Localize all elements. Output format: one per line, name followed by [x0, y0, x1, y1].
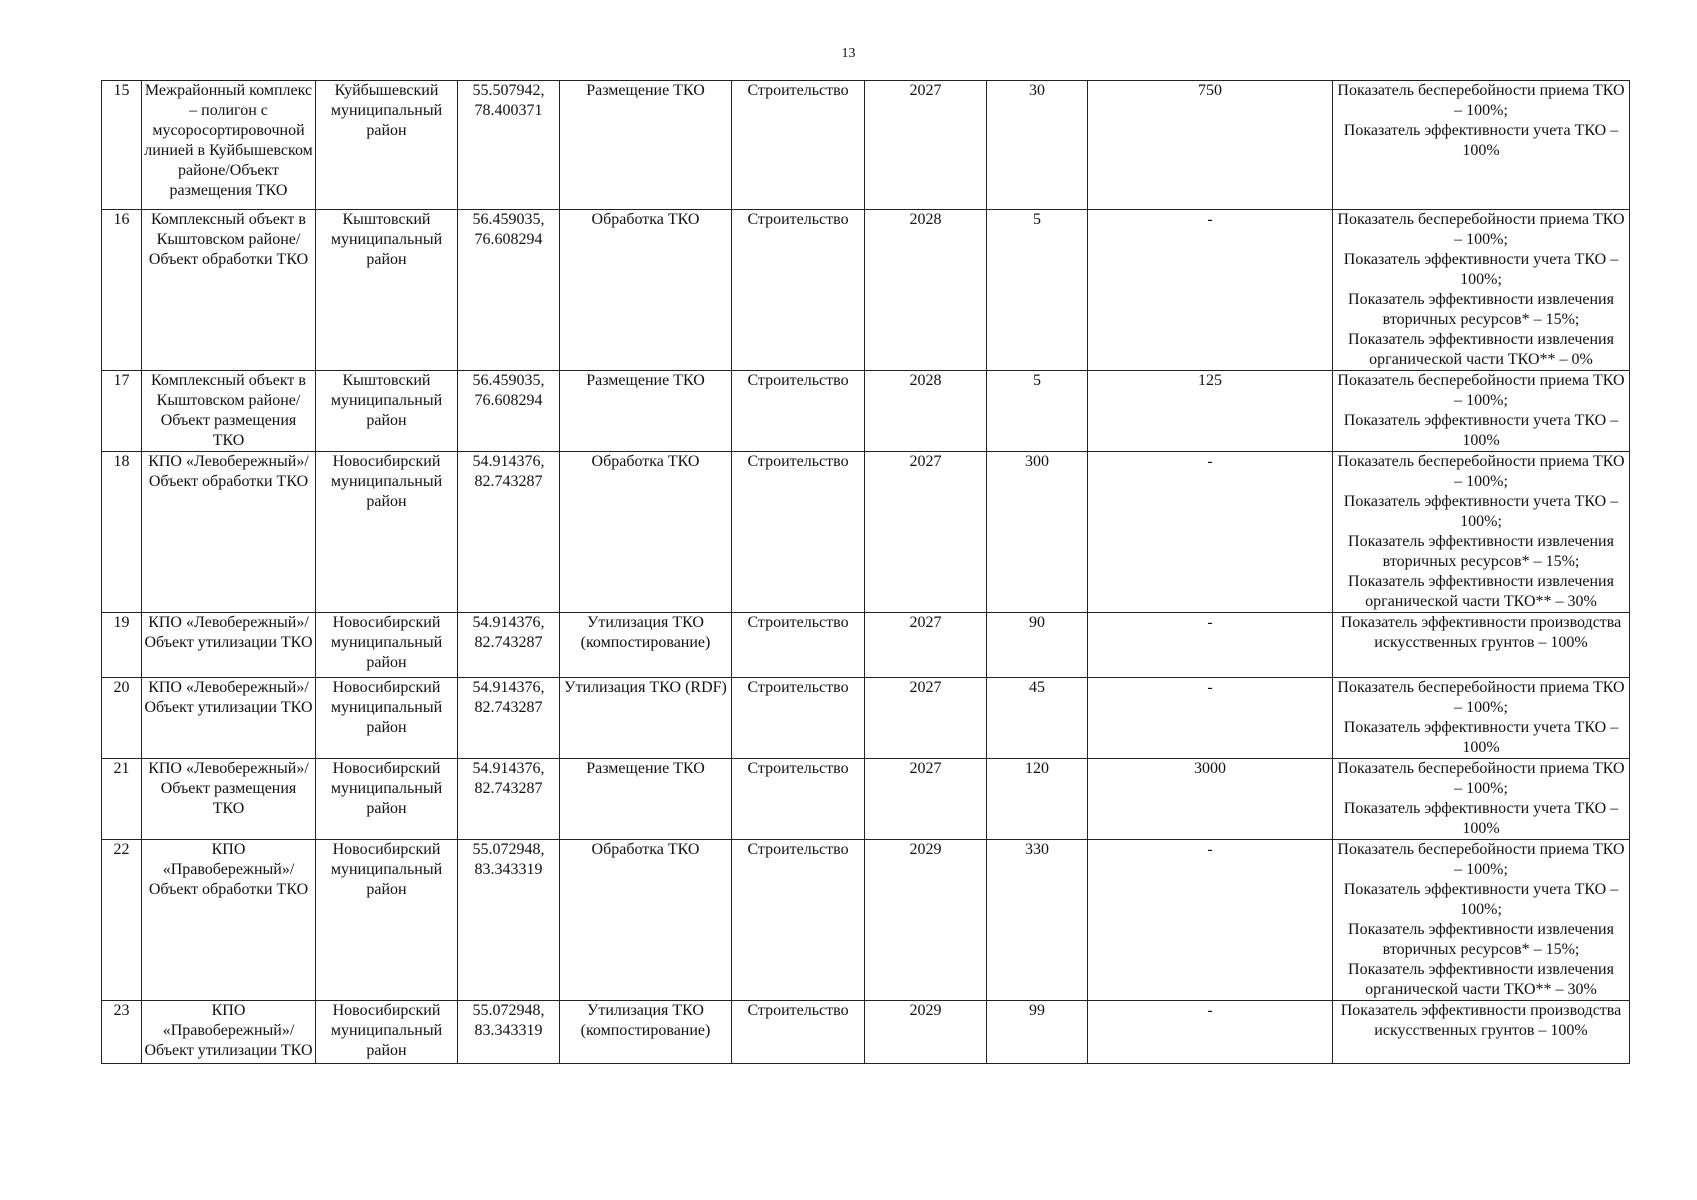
year-cell: 2028	[865, 371, 987, 452]
object-name-cell: Комплексный объект в Кыштовском районе/Объект размещения ТКО	[142, 371, 316, 452]
indicator-line: Показатель эффективности учета ТКО – 100%;	[1343, 493, 1619, 530]
capacity-2-cell: -	[1088, 840, 1333, 1001]
indicator-line: Показатель эффективности учета ТКО – 100%;	[1343, 881, 1619, 918]
district-cell: Новосибирский муниципальный район	[316, 759, 458, 840]
capacity-2-cell: -	[1088, 452, 1333, 613]
table-row	[102, 613, 1630, 678]
indicator-line: Показатель бесперебойности приема ТКО – 100%;	[1337, 679, 1625, 716]
row-number-cell: 16	[102, 210, 142, 371]
year-cell: 2027	[865, 759, 987, 840]
indicators-cell	[1333, 840, 1630, 1001]
district-cell: Новосибирский муниципальный район	[316, 613, 458, 678]
year-cell: 2029	[865, 840, 987, 1001]
indicator-line: Показатель эффективности извлечения органической части ТКО** – 0%	[1348, 331, 1614, 368]
indicator-line: Показатель эффективности учета ТКО – 100%	[1343, 122, 1619, 159]
capacity-2-cell: -	[1088, 678, 1333, 759]
table-row	[102, 210, 1630, 371]
capacity-2-cell: 125	[1088, 371, 1333, 452]
indicator-line: Показатель бесперебойности приема ТКО – 100%;	[1337, 372, 1625, 409]
indicator-line: Показатель эффективности производства искусственных грунтов – 100%	[1340, 1002, 1622, 1039]
indicators-cell	[1333, 678, 1630, 759]
district-cell: Новосибирский муниципальный район	[316, 678, 458, 759]
table-row	[102, 759, 1630, 840]
district-cell: Новосибирский муниципальный район	[316, 840, 458, 1001]
coordinates-cell: 55.507942, 78.400371	[458, 81, 560, 210]
capacity-cell: 30	[987, 81, 1088, 210]
indicator-line: Показатель эффективности учета ТКО – 100%;	[1343, 251, 1619, 288]
work-type-cell: Строительство	[732, 452, 865, 613]
indicator-line: Показатель бесперебойности приема ТКО – 100%;	[1337, 453, 1625, 490]
capacity-cell: 5	[987, 210, 1088, 371]
district-cell: Куйбышевский муниципальный район	[316, 81, 458, 210]
work-type-cell: Строительство	[732, 81, 865, 210]
indicator-line: Показатель эффективности извлечения вторичных ресурсов* – 15%;	[1348, 921, 1614, 958]
coordinates-cell: 54.914376, 82.743287	[458, 613, 560, 678]
indicator-line: Показатель эффективности учета ТКО – 100%	[1343, 412, 1619, 449]
row-number-cell: 15	[102, 81, 142, 210]
indicator-line: Показатель бесперебойности приема ТКО – 100%;	[1337, 841, 1625, 878]
capacity-2-cell: -	[1088, 1001, 1333, 1064]
year-cell: 2029	[865, 1001, 987, 1064]
indicator-line: Показатель эффективности извлечения органической части ТКО** – 30%	[1348, 573, 1614, 610]
table-row	[102, 678, 1630, 759]
capacity-cell: 330	[987, 840, 1088, 1001]
indicator-line: Показатель бесперебойности приема ТКО – 100%;	[1337, 211, 1625, 248]
capacity-cell: 45	[987, 678, 1088, 759]
table-row	[102, 371, 1630, 452]
purpose-cell: Утилизация ТКО (компостирование)	[560, 613, 732, 678]
facilities-table	[101, 80, 1630, 1064]
coordinates-cell: 54.914376, 82.743287	[458, 759, 560, 840]
table-row	[102, 840, 1630, 1001]
work-type-cell: Строительство	[732, 613, 865, 678]
capacity-cell: 120	[987, 759, 1088, 840]
indicators-cell	[1333, 371, 1630, 452]
work-type-cell: Строительство	[732, 371, 865, 452]
indicator-line: Показатель эффективности извлечения вторичных ресурсов* – 15%;	[1348, 291, 1614, 328]
indicator-line: Показатель бесперебойности приема ТКО – 100%;	[1337, 82, 1625, 119]
work-type-cell: Строительство	[732, 210, 865, 371]
row-number-cell: 20	[102, 678, 142, 759]
capacity-cell: 90	[987, 613, 1088, 678]
capacity-2-cell: 3000	[1088, 759, 1333, 840]
year-cell: 2027	[865, 678, 987, 759]
year-cell: 2027	[865, 613, 987, 678]
indicators-cell	[1333, 759, 1630, 840]
row-number-cell: 18	[102, 452, 142, 613]
object-name-cell: КПО «Правобережный»/Объект утилизации ТКО	[142, 1001, 316, 1064]
work-type-cell: Строительство	[732, 1001, 865, 1064]
indicator-line: Показатель эффективности извлечения вторичных ресурсов* – 15%;	[1348, 533, 1614, 570]
work-type-cell: Строительство	[732, 678, 865, 759]
purpose-cell: Обработка ТКО	[560, 452, 732, 613]
indicators-cell	[1333, 613, 1630, 678]
object-name-cell: КПО «Левобережный»/ Объект размещения ТКО	[142, 759, 316, 840]
work-type-cell: Строительство	[732, 840, 865, 1001]
object-name-cell: Межрайонный комплекс – полигон с мусоросортировочной линией в Куйбышевском районе/Объект размещения ТКО	[142, 81, 316, 210]
indicators-cell	[1333, 452, 1630, 613]
coordinates-cell: 54.914376, 82.743287	[458, 452, 560, 613]
purpose-cell: Размещение ТКО	[560, 759, 732, 840]
table-row	[102, 81, 1630, 210]
table-row	[102, 452, 1630, 613]
coordinates-cell: 54.914376, 82.743287	[458, 678, 560, 759]
indicator-line: Показатель эффективности извлечения органической части ТКО** – 30%	[1348, 961, 1614, 998]
indicator-line: Показатель бесперебойности приема ТКО – 100%;	[1337, 760, 1625, 797]
indicator-line: Показатель эффективности учета ТКО – 100%	[1343, 800, 1619, 837]
indicator-line: Показатель эффективности учета ТКО – 100%	[1343, 719, 1619, 756]
row-number-cell: 23	[102, 1001, 142, 1064]
indicators-cell	[1333, 81, 1630, 210]
work-type-cell: Строительство	[732, 759, 865, 840]
row-number-cell: 17	[102, 371, 142, 452]
indicators-cell	[1333, 210, 1630, 371]
capacity-2-cell: 750	[1088, 81, 1333, 210]
capacity-cell: 5	[987, 371, 1088, 452]
coordinates-cell: 55.072948, 83.343319	[458, 840, 560, 1001]
district-cell: Кыштовский муниципальный район	[316, 210, 458, 371]
row-number-cell: 22	[102, 840, 142, 1001]
purpose-cell: Обработка ТКО	[560, 210, 732, 371]
district-cell: Новосибирский муниципальный район	[316, 452, 458, 613]
capacity-2-cell: -	[1088, 210, 1333, 371]
row-number-cell: 19	[102, 613, 142, 678]
year-cell: 2027	[865, 81, 987, 210]
object-name-cell: КПО «Правобережный»/ Объект обработки ТКО	[142, 840, 316, 1001]
object-name-cell: КПО «Левобережный»/Объект утилизации ТКО	[142, 613, 316, 678]
facilities-table-body	[102, 81, 1630, 1064]
purpose-cell: Размещение ТКО	[560, 371, 732, 452]
district-cell: Кыштовский муниципальный район	[316, 371, 458, 452]
object-name-cell: КПО «Левобережный»/ Объект обработки ТКО	[142, 452, 316, 613]
purpose-cell: Размещение ТКО	[560, 81, 732, 210]
capacity-cell: 300	[987, 452, 1088, 613]
table-row	[102, 1001, 1630, 1064]
object-name-cell: КПО «Левобережный»/ Объект утилизации ТКО	[142, 678, 316, 759]
purpose-cell: Обработка ТКО	[560, 840, 732, 1001]
indicator-line: Показатель эффективности производства искусственных грунтов – 100%	[1340, 614, 1622, 651]
district-cell: Новосибирский муниципальный район	[316, 1001, 458, 1064]
coordinates-cell: 56.459035, 76.608294	[458, 210, 560, 371]
coordinates-cell: 56.459035, 76.608294	[458, 371, 560, 452]
object-name-cell: Комплексный объект в Кыштовском районе/ Объект обработки ТКО	[142, 210, 316, 371]
page-number: 13	[841, 46, 856, 61]
coordinates-cell: 55.072948, 83.343319	[458, 1001, 560, 1064]
capacity-cell: 99	[987, 1001, 1088, 1064]
capacity-2-cell: -	[1088, 613, 1333, 678]
purpose-cell: Утилизация ТКО (компостирование)	[560, 1001, 732, 1064]
row-number-cell: 21	[102, 759, 142, 840]
year-cell: 2027	[865, 452, 987, 613]
year-cell: 2028	[865, 210, 987, 371]
purpose-cell: Утилизация ТКО (RDF)	[560, 678, 732, 759]
indicators-cell	[1333, 1001, 1630, 1064]
